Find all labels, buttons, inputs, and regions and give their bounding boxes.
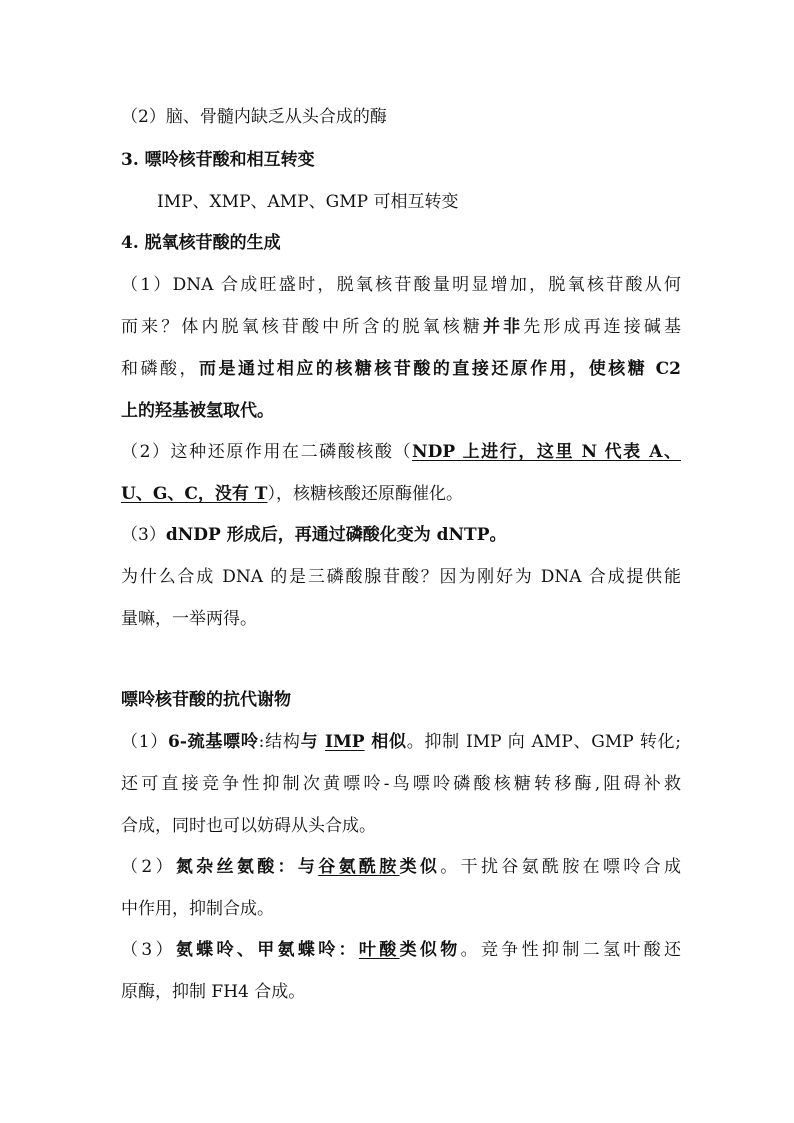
text-span: （2）这种还原作用在二磷酸核酸（: [121, 442, 413, 462]
text-line: [121, 483, 681, 505]
bold-text: 氮杂丝氨酸：与: [175, 857, 319, 877]
text-line: [121, 731, 681, 753]
text-line: （2）脑、骨髓内缺乏从头合成的酶: [121, 107, 387, 127]
bold-text: 相似: [364, 732, 407, 752]
text-span: 。抑制 IMP 向 AMP、GMP 转化;: [406, 732, 682, 752]
section-heading: 3. 嘌呤核苷酸和相互转变: [121, 150, 315, 170]
underlined-bold-text: NDP 上进行，这里 N 代表 A、: [412, 442, 681, 462]
underlined-bold-text: U、G、C，没有 T: [121, 484, 268, 504]
underlined-bold-text: 叶酸: [358, 940, 400, 960]
text-line: （1）DNA 合成旺盛时，脱氧核苷酸量明显增加，脱氧核苷酸从何: [121, 275, 681, 295]
text-line: 合成，同时也可以妨碍从头合成。: [121, 816, 376, 836]
text-span: 先形成再连接碱基: [523, 317, 682, 337]
text-line: 还可直接竞争性抑制次黄嘌呤-鸟嘌呤磷酸核糖转移酶,阻碍补救: [121, 774, 681, 794]
text-line: 量嘛，一举两得。: [121, 609, 257, 629]
text-line: 中作用，抑制合成。: [121, 899, 274, 919]
text-span: （3）: [121, 940, 176, 960]
text-line: [121, 316, 681, 338]
text-line: [121, 358, 681, 380]
bold-text: 6-巯基嘌呤: [168, 732, 259, 752]
bold-text: 上的羟基被氢取代。: [121, 401, 274, 421]
bold-text: 氨蝶呤、甲氨蝶呤：: [175, 940, 359, 960]
text-span: :结构: [258, 732, 301, 752]
text-line: [121, 524, 681, 546]
text-span: 而来？体内脱氧核苷酸中所含的脱氧核糖: [121, 317, 483, 337]
text-span: （3）: [121, 525, 166, 545]
bold-text: 类似: [399, 857, 441, 877]
text-line: [121, 441, 681, 463]
text-span: 。竞争性抑制二氢叶酸还: [460, 940, 682, 960]
text-line: [121, 856, 681, 878]
bold-text: 与: [300, 732, 325, 752]
bold-text: 类似物: [399, 940, 461, 960]
bold-text: 而是通过相应的核糖核苷酸的直接还原作用，使核糖 C2: [198, 359, 682, 379]
section-heading: 嘌呤核苷酸的抗代谢物: [121, 690, 291, 710]
text-span: 。干扰谷氨酰胺在嘌呤合成: [440, 857, 682, 877]
underlined-bold-text: 谷氨酰胺: [318, 857, 400, 877]
text-line: [121, 939, 681, 961]
bold-text: dNDP 形成后，再通过磷酸化变为 dNTP。: [165, 525, 507, 545]
text-span: （1）: [121, 732, 169, 752]
bold-text: 并非: [483, 317, 524, 337]
section-heading: 4. 脱氧核苷酸的生成: [121, 233, 281, 253]
underlined-bold-text: IMP: [325, 732, 365, 752]
text-line: 为什么合成 DNA 的是三磷酸腺苷酸？因为刚好为 DNA 合成提供能: [121, 567, 681, 587]
text-span: ），核糖核酸还原酶催化。: [267, 484, 463, 504]
text-span: （2）: [121, 857, 176, 877]
text-line: IMP、XMP、AMP、GMP 可相互转变: [157, 192, 459, 212]
text-span: 和磷酸，: [121, 359, 199, 379]
text-line: 原酶，抑制 FH4 合成。: [121, 982, 306, 1002]
